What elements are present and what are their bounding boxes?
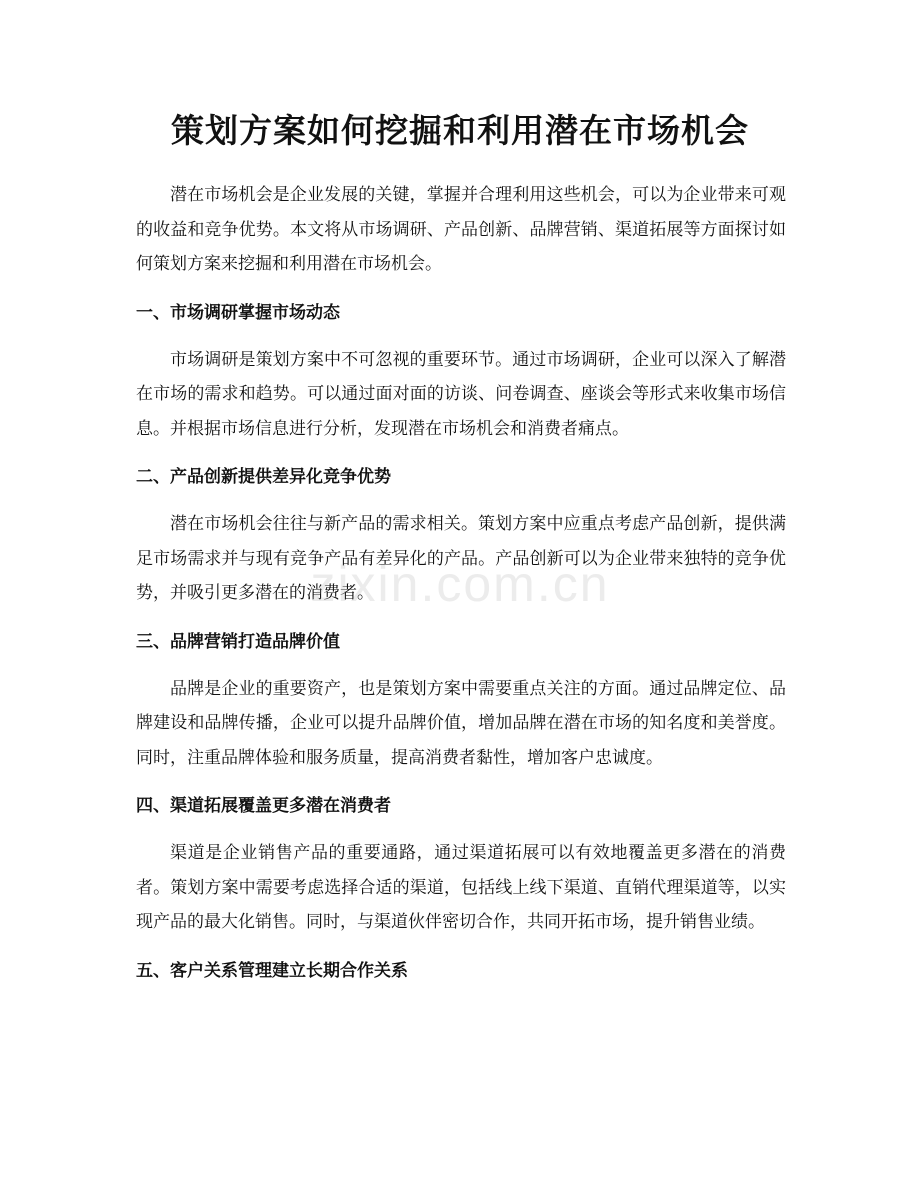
section-4 [136,789,786,940]
intro-paragraph: 潜在市场机会是企业发展的关键，掌握并合理利用这些机会，可以为企业带来可观的收益和竞争优势。本文将从市场调研、产品创新、品牌营销、渠道拓展等方面探讨如何策划方案来挖掘和利用潜在市场机会。 [136,185,786,274]
section-paragraph: 潜在市场机会往往与新产品的需求相关。策划方案中应重点考虑产品创新，提供满足市场需求并与现有竞争产品有差异化的产品。产品创新可以为企业带来独特的竞争优势，并吸引更多潜在的消费者。 [136,514,786,603]
document-title: 策划方案如何挖掘和利用潜在市场机会 [171,111,749,150]
section-paragraph: 市场调研是策划方案中不可忽视的重要环节。通过市场调研，企业可以深入了解潜在市场的需求和趋势。可以通过面对面的访谈、问卷调查、座谈会等形式来收集市场信息。并根据市场信息进行分析，发现潜在市场机会和消费者痛点。 [136,349,786,439]
section-heading: 五、客户关系管理建立长期合作关系 [136,960,408,981]
section-heading: 三、品牌营销打造品牌价值 [136,631,340,652]
section-heading: 二、产品创新提供差异化竞争优势 [136,467,391,487]
section-3 [136,625,786,776]
watermark-text: zixin.com.cn [310,556,610,612]
section-paragraph: 渠道是企业销售产品的重要通路，通过渠道拓展可以有效地覆盖更多潜在的消费者。策划方案中需要考虑选择合适的渠道，包括线上线下渠道、直销代理渠道等，以实现产品的最大化销售。同时，与渠道伙伴密切合作，共同开拓市场，提升销售业绩。 [136,843,786,932]
section-heading: 一、市场调研掌握市场动态 [136,302,340,323]
section-5 [136,954,786,988]
section-1 [136,296,786,447]
section-paragraph: 品牌是企业的重要资产，也是策划方案中需要重点关注的方面。通过品牌定位、品牌建设和品牌传播，企业可以提升品牌价值，增加品牌在潜在市场的知名度和美誉度。同时，注重品牌体验和服务质量，提高消费者黏性，增加客户忠诚度。 [136,678,786,768]
section-2 [136,460,786,611]
section-heading: 四、渠道拓展覆盖更多潜在消费者 [136,796,391,816]
document-body [136,178,786,1001]
